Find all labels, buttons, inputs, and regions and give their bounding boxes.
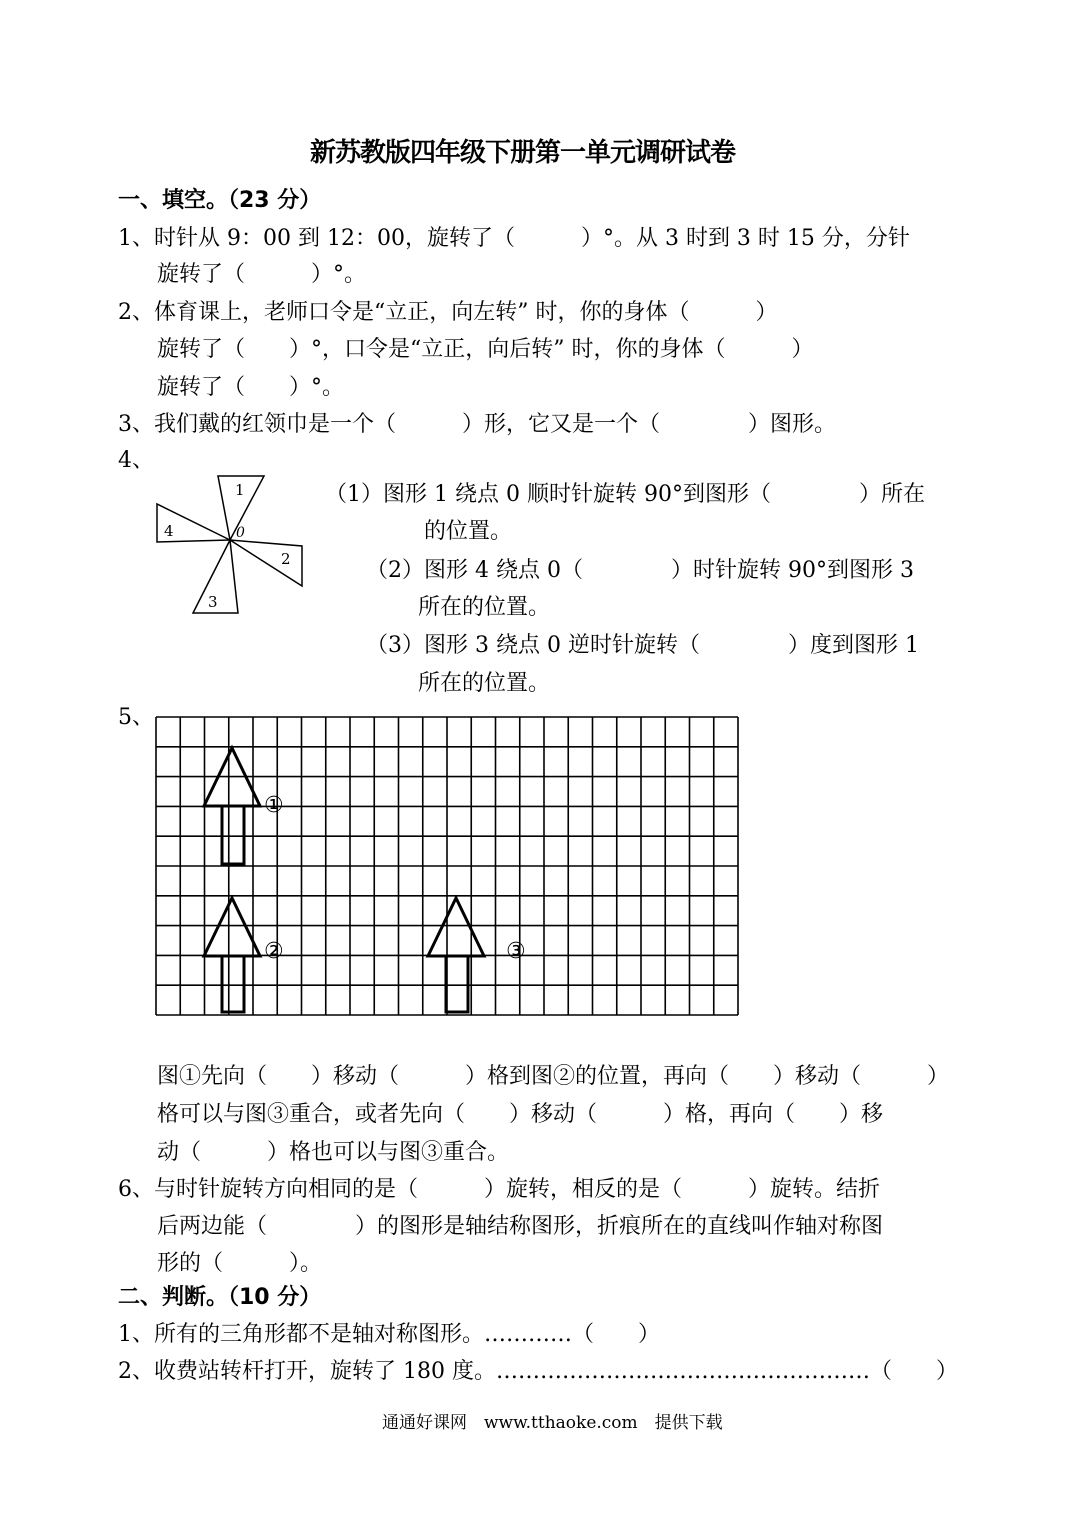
rotation-figure bbox=[150, 468, 310, 620]
arrow-shape-2-stem bbox=[222, 956, 244, 1012]
q5-label: 5、 bbox=[118, 705, 154, 730]
q4-item-1: （1）图形 1 绕点 0 顺时针旋转 90°到图形（ ）所在 bbox=[325, 482, 925, 507]
arrow-shape-3-stem bbox=[446, 956, 468, 1012]
figure-label-2: 2 bbox=[281, 550, 291, 568]
page-footer: 通通好课网 www.tthaoke.com 提供下载 bbox=[382, 1413, 723, 1433]
q2-line-1: 2、体育课上，老师口令是“立正，向左转” 时，你的身体（ ） bbox=[118, 300, 778, 325]
q4-item-2: （2）图形 4 绕点 0（ ）时针旋转 90°到图形 3 bbox=[366, 558, 914, 583]
q6-line-2: 后两边能（ ）的图形是轴结称图形，折痕所在的直线叫作轴对称图 bbox=[157, 1214, 884, 1239]
judge-item-2: 2、收费站转杆打开，旋转了 180 度。……………………………………………（ ） bbox=[118, 1359, 958, 1384]
q4-item-3-cont: 所在的位置。 bbox=[418, 671, 551, 696]
section-1-heading: 一、填空。（23 分） bbox=[118, 188, 322, 213]
shape-label-3: ③ bbox=[506, 939, 526, 964]
arrow-shape-3 bbox=[428, 898, 484, 956]
q4-item-1-cont: 的位置。 bbox=[424, 519, 513, 544]
q6-line-3: 形的（ ）。 bbox=[157, 1251, 323, 1276]
q4-label: 4、 bbox=[118, 448, 154, 473]
grid-figure bbox=[150, 710, 740, 1020]
q2-line-3: 旋转了（ ）°。 bbox=[157, 375, 345, 400]
arrow-shape-2 bbox=[204, 898, 260, 956]
q1-line-2: 旋转了（ ）°。 bbox=[157, 262, 367, 287]
shape-label-2: ② bbox=[264, 939, 284, 964]
page-title: 新苏教版四年级下册第一单元调研试卷 bbox=[310, 138, 736, 168]
shape-label-1: ① bbox=[264, 793, 284, 818]
figure-label-center: 0 bbox=[236, 525, 245, 541]
q2-line-2: 旋转了（ ）°，口令是“立正，向后转” 时，你的身体（ ） bbox=[157, 337, 814, 362]
q1-line-1: 1、时针从 9：00 到 12：00，旋转了（ ）°。从 3 时到 3 时 15 分，分针 bbox=[118, 226, 910, 251]
q5-text-2: 格可以与图③重合，或者先向（ ）移动（ ）格，再向（ ）移 bbox=[157, 1102, 884, 1127]
q5-text-3: 动（ ）格也可以与图③重合。 bbox=[157, 1140, 510, 1165]
q3-line: 3、我们戴的红领巾是一个（ ）形，它又是一个（ ）图形。 bbox=[118, 412, 836, 437]
figure-label-3: 3 bbox=[208, 593, 218, 611]
figure-label-4: 4 bbox=[164, 522, 174, 540]
q4-item-3: （3）图形 3 绕点 0 逆时针旋转（ ）度到图形 1 bbox=[366, 633, 919, 658]
figure-label-1: 1 bbox=[235, 481, 245, 499]
q5-text-1: 图①先向（ ）移动（ ）格到图②的位置，再向（ ）移动（ ） bbox=[157, 1064, 950, 1089]
q4-item-2-cont: 所在的位置。 bbox=[418, 595, 551, 620]
section-2-heading: 二、判断。（10 分） bbox=[118, 1285, 322, 1310]
arrow-shape-1-stem bbox=[222, 806, 244, 864]
judge-item-1: 1、所有的三角形都不是轴对称图形。…………（ ） bbox=[118, 1322, 660, 1347]
q6-line-1: 6、与时针旋转方向相同的是（ ）旋转，相反的是（ ）旋转。结折 bbox=[118, 1177, 880, 1202]
